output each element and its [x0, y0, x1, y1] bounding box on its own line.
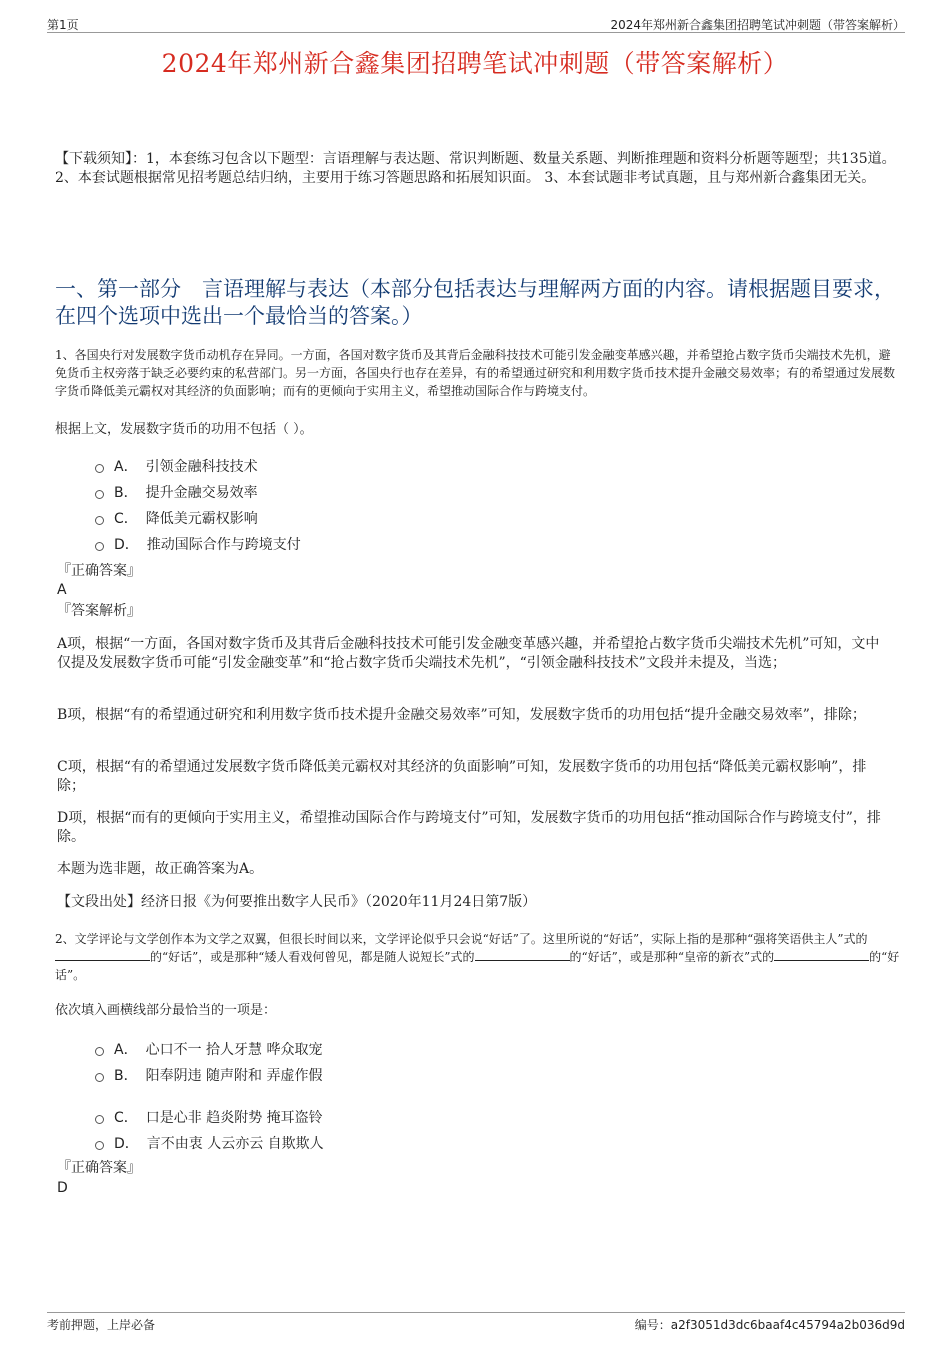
question-1-prompt: 根据上文，发展数字货币的功用不包括（ ）。 [55, 422, 313, 437]
question-2-prompt: 依次填入画横线部分最恰当的一项是： [55, 1003, 277, 1018]
radio-icon[interactable] [95, 490, 104, 499]
footer-slogan: 考前押题，上岸必备 [47, 1318, 156, 1332]
option-a[interactable]: A． 心口不一 拾人牙慧 哗众取宠 [95, 1036, 323, 1062]
analysis-d: D项，根据“而有的更倾向于实用主义，希望推动国际合作与跨境支付”可知，发展数字货币的功用包括“推动国际合作与跨境支付”，排除。 [57, 810, 881, 845]
radio-icon[interactable] [95, 1073, 104, 1082]
question-1-text: 1、各国央行对发展数字货币动机存在异同。一方面，各国对数字货币及其背后金融科技技术可能引发金融变革感兴趣，并希望抢占数字货币尖端技术先机，避免货币主权旁落于缺乏必要约束的私营部门。另一方面，各国央行也存在差异，有的希望通过研究和利用数字货币技术提升金融交易效率；有的希望通过发展数字货币降低美元霸权对其经济的负面影响；而有的更倾向于实用主义，希望推动国际合作与跨境支付。 [55, 348, 896, 398]
question-2-options-cont [95, 1104, 324, 1156]
analysis-a: A项，根据“一方面，各国对数字货币及其背后金融科技技术可能引发金融变革感兴趣，并希望抢占数字货币尖端技术先机”可知，文中仅提及发展数字货币可能“引发金融变革”和“抢占数字货币尖端技术先机”，“引领金融科技技术”文段并未提及，当选； [57, 636, 880, 671]
answer-label: 『正确答案』 [57, 1160, 141, 1176]
radio-icon[interactable] [95, 516, 104, 525]
fill-blank-3 [774, 948, 869, 961]
answer-label: 『正确答案』 [57, 563, 141, 579]
source-citation: 【文段出处】经济日报《为何要推出数字人民币》（2020年11月24日第7版） [57, 894, 537, 910]
question-2-options [95, 1036, 323, 1088]
radio-icon[interactable] [95, 542, 104, 551]
page-title: 2024年郑州新合鑫集团招聘笔试冲刺题（带答案解析） [161, 49, 789, 78]
radio-icon[interactable] [95, 1141, 104, 1150]
header-doc-title: 2024年郑州新合鑫集团招聘笔试冲刺题（带答案解析） [610, 18, 905, 32]
question-1-options [95, 453, 301, 557]
option-a[interactable]: A． 引领金融科技技术 [95, 453, 301, 479]
analysis-c: C项，根据“有的希望通过发展数字货币降低美元霸权对其经济的负面影响”可知，发展数字货币的功用包括“降低美元霸权影响”，排除； [57, 759, 867, 794]
option-c[interactable]: C． 降低美元霸权影响 [95, 505, 301, 531]
analysis-conclusion: 本题为选非题，故正确答案为A。 [57, 861, 264, 877]
analysis-label: 『答案解析』 [57, 603, 141, 619]
fill-blank-1 [55, 948, 150, 961]
answer-value: D [57, 1180, 68, 1196]
option-d[interactable]: D． 言不由衷 人云亦云 自欺欺人 [95, 1130, 324, 1156]
page-number: 第1页 [47, 18, 79, 32]
page-header [47, 14, 905, 33]
radio-icon[interactable] [95, 1115, 104, 1124]
option-c[interactable]: C． 口是心非 趋炎附势 掩耳盗铃 [95, 1104, 324, 1130]
section-title: 一、第一部分 言语理解与表达（本部分包括表达与理解两方面的内容。请根据题目要求，在四个选项中选出一个最恰当的答案。） [55, 277, 895, 328]
option-d[interactable]: D． 推动国际合作与跨境支付 [95, 531, 301, 557]
option-b[interactable]: B． 提升金融交易效率 [95, 479, 301, 505]
radio-icon[interactable] [95, 464, 104, 473]
answer-value: A [57, 582, 67, 598]
fill-blank-2 [475, 948, 570, 961]
radio-icon[interactable] [95, 1047, 104, 1056]
page-footer [47, 1312, 905, 1331]
option-b[interactable]: B． 阳奉阴违 随声附和 弄虚作假 [95, 1062, 323, 1088]
download-notice: 【下载须知】：1，本套练习包含以下题型：言语理解与表达题、常识判断题、数量关系题、判断推理题和资料分析题等题型；共135道。 2、本套试题根据常见招考题总结归纳，主要用于练习答题思路和拓展知识面。 3、本套试题非考试真题，且与郑州新合鑫集团无关。 [55, 151, 896, 186]
footer-doc-id: 编号：a2f3051d3dc6baaf4c45794a2b036d9d [634, 1318, 905, 1332]
analysis-b: B项，根据“有的希望通过研究和利用数字货币技术提升金融交易效率”可知，发展数字货币的功用包括“提升金融交易效率”，排除； [57, 707, 866, 723]
question-2-text: 2、文学评论与文学创作本为文学之双翼，但很长时间以来，文学评论似乎只会说“好话”了。这里所说的“好话”，实际上指的是那种“强将笑语供主人”式的的“好话”，或是那种“矮人看戏何曾见，都是随人说短长”式的 的“好话”，或是那种“皇帝的新衣”式的 的“好话”。 [55, 932, 900, 982]
